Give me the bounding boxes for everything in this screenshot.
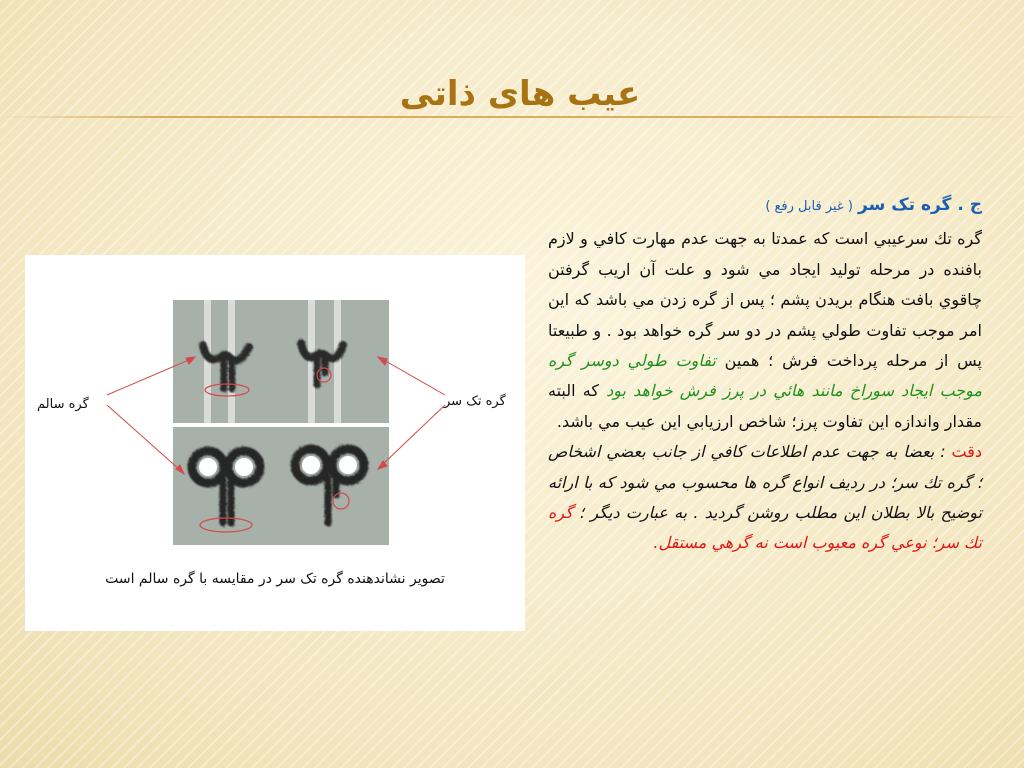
figure-caption: تصویر نشاندهنده گره تک سر در مقایسه با گره سالم است — [105, 571, 445, 587]
healthy-knot-label: گره سالم — [37, 397, 89, 412]
section-heading — [548, 190, 982, 222]
slide-title: عیب های ذاتی — [399, 74, 641, 114]
paragraph-end-text: كه البته مقدار واندازه اين تفاوت پرز؛ شاخص ارزيابي اين عيب مي باشد. — [548, 381, 982, 431]
note-text: : بعضا به جهت عدم اطلاعات كافي از جانب بعضي اشخاص ؛ گره تك سر؛ در رديف انواع گره ها محسوب مي شود كه با ارائه توضيح بالا بطلان اين مطلب روشن گرديد . به عبارت ديگر ؛ — [548, 442, 982, 523]
title-divider — [0, 116, 1024, 118]
knot-comparison-figure — [25, 255, 525, 631]
description-paragraph — [548, 224, 982, 437]
heading-main: ج . گره تک سر — [858, 195, 982, 215]
body-text — [548, 190, 982, 559]
note-paragraph — [548, 437, 982, 559]
highlight-green-text: تفاوت طولي دوسر گره موجب ايجاد سوراخ مانند هائي در پرز فرش خواهد بود — [548, 351, 983, 401]
single-end-knot-label: گره تک سر — [444, 394, 506, 409]
note-conclusion: گره تك سر؛ نوعي گره معيوب است نه گرهي مستقل. — [548, 503, 982, 553]
paragraph-text: گره تك سرعيبي است كه عمدتا به جهت عدم مهارت كافي و لازم بافنده در مرحله توليد ايجاد مي شود و علت آن اريب گرفتن چاقوي بافت هنگام بريدن پشم ؛ پس از گره زدن مي باشد كه اين امر موجب تفاوت طولي پشم در دو سر گره خواهد بود . و طبيعتا پس از مرحله پرداخت فرش ؛ همين — [548, 229, 983, 371]
heading-sub: ( غیر قابل رفع ) — [765, 199, 853, 214]
note-label: دقت — [951, 442, 982, 462]
